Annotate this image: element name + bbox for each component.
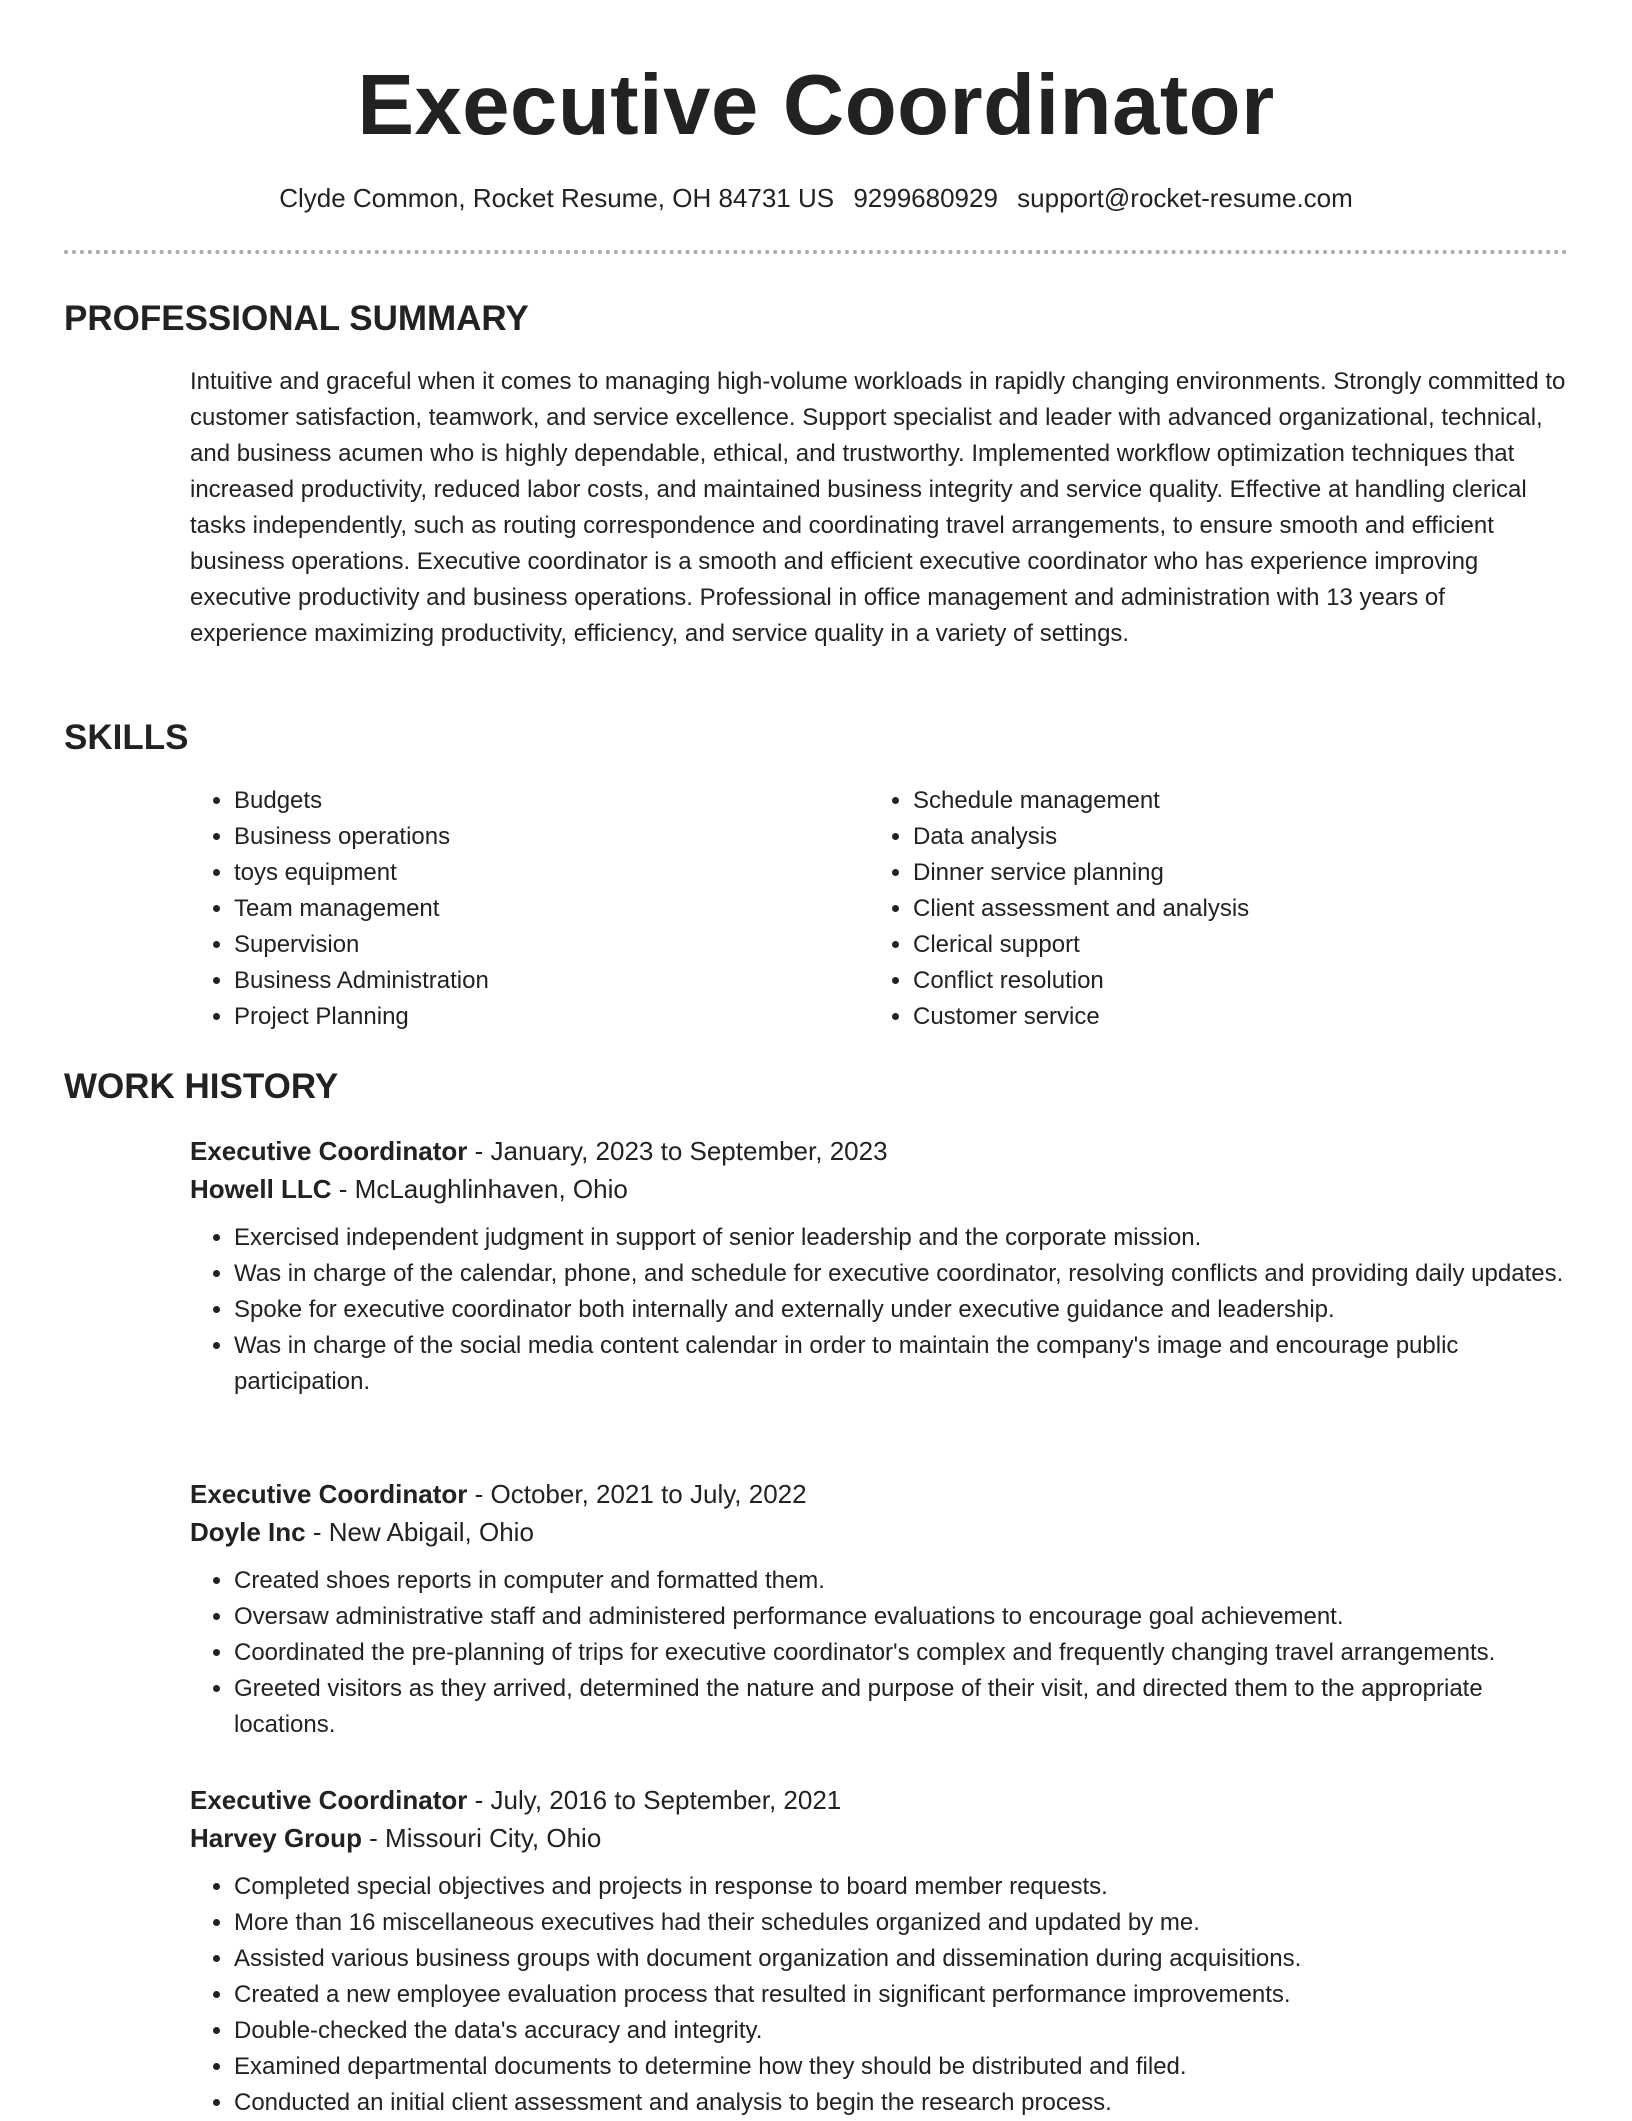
job-title: Executive Coordinator	[190, 1136, 468, 1166]
job-bullet: • Examined departmental documents to determine how they should be distributed and filed.	[234, 2049, 1568, 2085]
job-title-line	[190, 1132, 1568, 1170]
skill-item: • Budgets	[234, 783, 830, 819]
skill-item: • Team management	[234, 891, 830, 927]
job-bullet: • Conducted an initial client assessment and analysis to begin the research process.	[234, 2085, 1568, 2121]
skill-item: • Customer service	[913, 999, 1509, 1035]
job-bullet: • Assisted various business groups with document organization and dissemination during acquisitions.	[234, 1941, 1568, 1977]
company-line	[190, 1513, 1568, 1551]
job-entry	[190, 1475, 1568, 1743]
resume-name: Executive Coordinator	[357, 58, 1275, 153]
skills-right-column	[869, 783, 1509, 1035]
job-bullets	[190, 1869, 1568, 2121]
skill-item: • Project Planning	[234, 999, 830, 1035]
skill-item: • Supervision	[234, 927, 830, 963]
skill-item: • Dinner service planning	[913, 855, 1509, 891]
skill-item: • Schedule management	[913, 783, 1509, 819]
skills-heading: SKILLS	[64, 718, 189, 757]
job-bullets	[190, 1220, 1568, 1400]
summary-section	[190, 364, 1568, 652]
job-bullets	[190, 1563, 1568, 1743]
company-line	[190, 1819, 1568, 1857]
company-line	[190, 1170, 1568, 1208]
work-heading: WORK HISTORY	[64, 1067, 339, 1106]
company-location: - Missouri City, Ohio	[361, 1823, 602, 1853]
contact-line	[0, 182, 1632, 214]
job-entry	[190, 1132, 1568, 1400]
company-name: Harvey Group	[190, 1823, 362, 1853]
skill-item: • Client assessment and analysis	[913, 891, 1509, 927]
job-bullet: • Created shoes reports in computer and formatted them.	[234, 1563, 1568, 1599]
job-bullet: • Oversaw administrative staff and administered performance evaluations to encourage goal achievement.	[234, 1599, 1568, 1635]
contact-address: Clyde Common, Rocket Resume, OH 84731 US	[279, 183, 835, 213]
contact-email: support@rocket-resume.com	[1017, 183, 1353, 213]
skill-item: • Clerical support	[913, 927, 1509, 963]
company-name: Doyle Inc	[190, 1517, 306, 1547]
summary-text: Intuitive and graceful when it comes to managing high-volume workloads in rapidly changing environments. Strongly committed to customer satisfaction, teamwork, and service excellence. Support specialist and leader with advanced organizational, technical, and business acumen who is highly dependable, ethical, and trustworthy. Implemented workflow optimization techniques that increased productivity, reduced labor costs, and maintained business integrity and service quality. Effective at handling clerical tasks independently, such as routing correspondence and coordinating travel arrangements, to ensure smooth and efficient business operations. Executive coordinator is a smooth and efficient executive coordinator who has experience improving executive productivity and business operations. Professional in office management and administration with 13 years of experience maximizing productivity, efficiency, and service quality in a variety of settings.	[190, 368, 1566, 647]
company-location: - New Abigail, Ohio	[305, 1517, 534, 1547]
skills-left-column	[190, 783, 830, 1035]
job-entry	[190, 1781, 1568, 2121]
job-bullet: • More than 16 miscellaneous executives had their schedules organized and updated by me.	[234, 1905, 1568, 1941]
job-title-line	[190, 1781, 1568, 1819]
job-dates: - July, 2016 to September, 2021	[467, 1785, 842, 1815]
job-dates: - January, 2023 to September, 2023	[467, 1136, 888, 1166]
job-bullet: • Exercised independent judgment in support of senior leadership and the corporate mission.	[234, 1220, 1568, 1256]
header-divider	[64, 250, 1568, 254]
job-bullet: • Completed special objectives and projects in response to board member requests.	[234, 1869, 1568, 1905]
job-bullet: • Spoke for executive coordinator both internally and externally under executive guidance and leadership.	[234, 1292, 1568, 1328]
job-title: Executive Coordinator	[190, 1479, 468, 1509]
job-bullet: • Was in charge of the calendar, phone, and schedule for executive coordinator, resolving conflicts and providing daily updates.	[234, 1256, 1568, 1292]
job-title: Executive Coordinator	[190, 1785, 468, 1815]
skill-item: • Business Administration	[234, 963, 830, 999]
skill-item: • Business operations	[234, 819, 830, 855]
skills-right-list	[869, 783, 1509, 1035]
job-bullet: • Created a new employee evaluation process that resulted in significant performance improvements.	[234, 1977, 1568, 2013]
skill-item: • Conflict resolution	[913, 963, 1509, 999]
job-title-line	[190, 1475, 1568, 1513]
company-name: Howell LLC	[190, 1174, 332, 1204]
skill-item: • Data analysis	[913, 819, 1509, 855]
skill-item: • toys equipment	[234, 855, 830, 891]
contact-phone: 9299680929	[853, 183, 998, 213]
job-bullet: • Was in charge of the social media content calendar in order to maintain the company's image and encourage public participation.	[234, 1328, 1568, 1400]
job-bullet: • Coordinated the pre-planning of trips for executive coordinator's complex and frequently changing travel arrangements.	[234, 1635, 1568, 1671]
skills-left-list	[190, 783, 830, 1035]
job-dates: - October, 2021 to July, 2022	[467, 1479, 807, 1509]
company-location: - McLaughlinhaven, Ohio	[331, 1174, 628, 1204]
job-bullet: • Double-checked the data's accuracy and integrity.	[234, 2013, 1568, 2049]
job-bullet: • Greeted visitors as they arrived, determined the nature and purpose of their visit, and directed them to the appropriate locations.	[234, 1671, 1568, 1743]
summary-heading: PROFESSIONAL SUMMARY	[64, 299, 529, 338]
